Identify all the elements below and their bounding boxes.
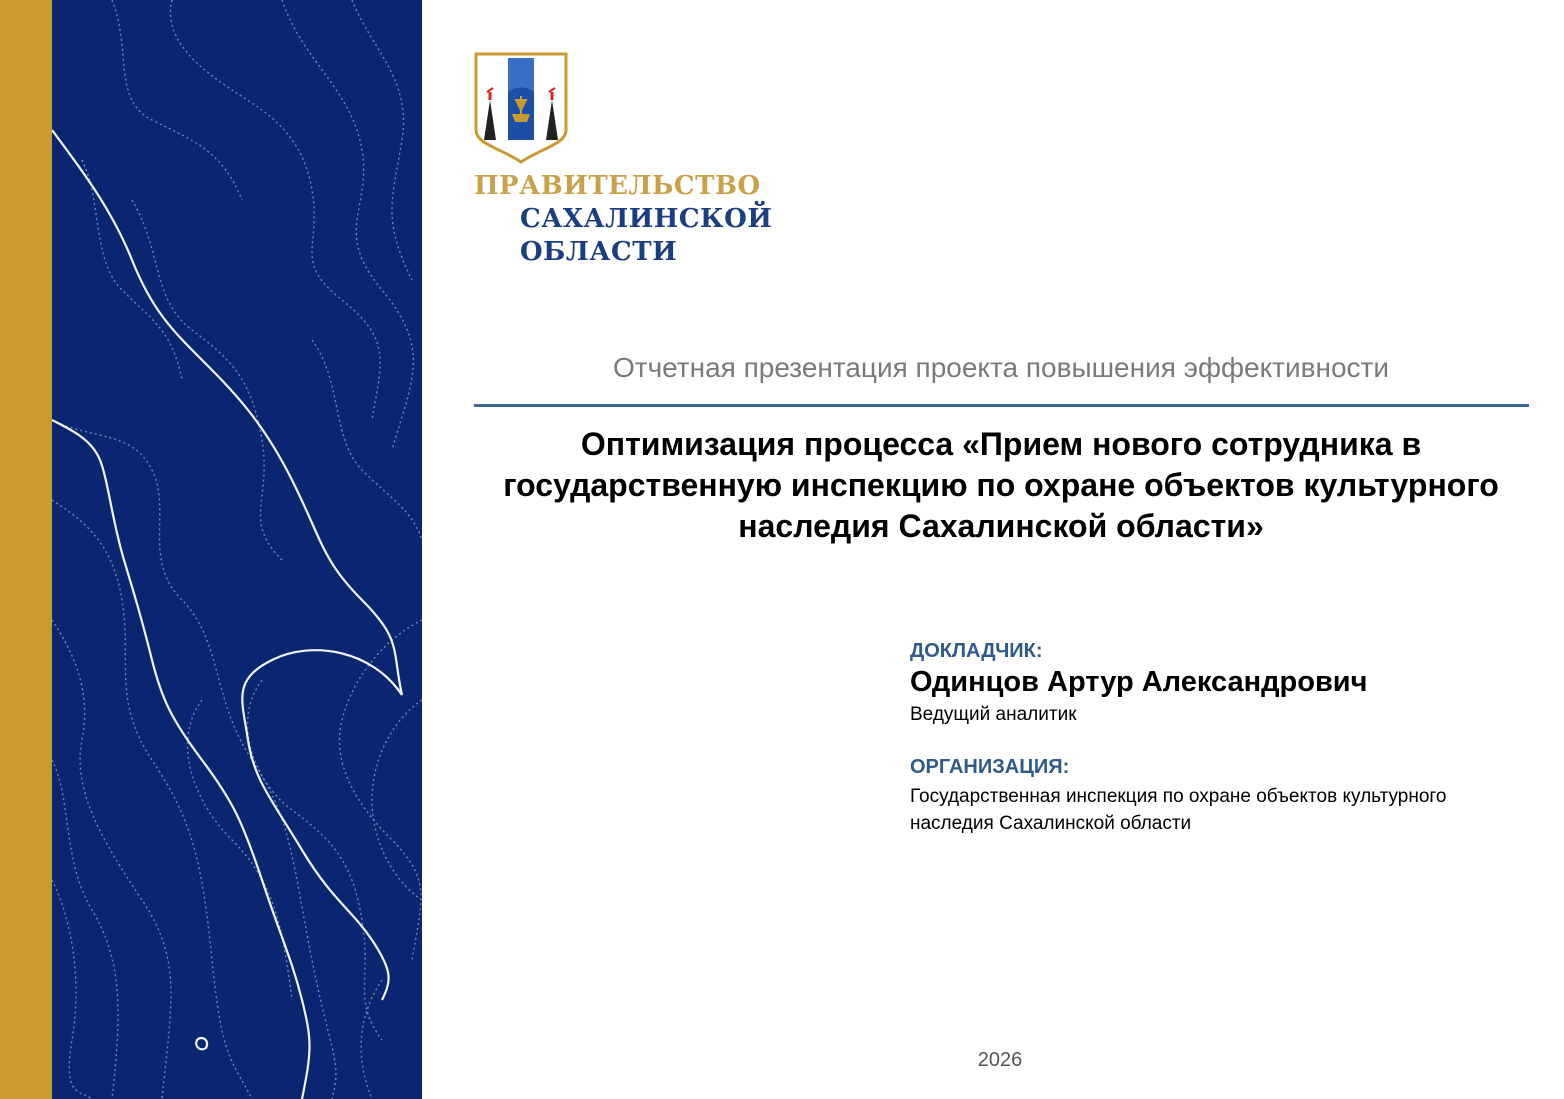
sakhalin-contour-map	[52, 0, 422, 1099]
speaker-label: ДОКЛАДЧИК:	[910, 640, 1043, 662]
org-line-2: САХАЛИНСКОЙ	[520, 204, 773, 234]
presentation-year: 2026	[977, 1049, 1023, 1071]
org-line-1: ПРАВИТЕЛЬСТВО	[474, 171, 761, 201]
org-line-3: ОБЛАСТИ	[520, 237, 678, 267]
presentation-subtitle: Отчетная презентация проекта повышения эффективности	[612, 352, 1390, 383]
gold-stripe	[0, 0, 52, 1099]
speaker-role: Ведущий аналитик	[910, 704, 1077, 725]
map-decoration	[52, 0, 422, 1099]
divider-rule	[474, 404, 1529, 407]
presentation-title: Оптимизация процесса «Прием нового сотрудника в государственную инспекцию по охране объектов культурного наследия Сахалинской области»	[503, 426, 1499, 544]
speaker-name: Одинцов Артур Александрович	[910, 666, 1368, 698]
government-wordmark	[474, 170, 772, 269]
coat-of-arms-icon	[472, 52, 570, 164]
organization-label: ОРГАНИЗАЦИЯ:	[910, 756, 1070, 778]
organization-name: Государственная инспекция по охране объектов культурного наследия Сахалинской области	[910, 786, 1447, 834]
